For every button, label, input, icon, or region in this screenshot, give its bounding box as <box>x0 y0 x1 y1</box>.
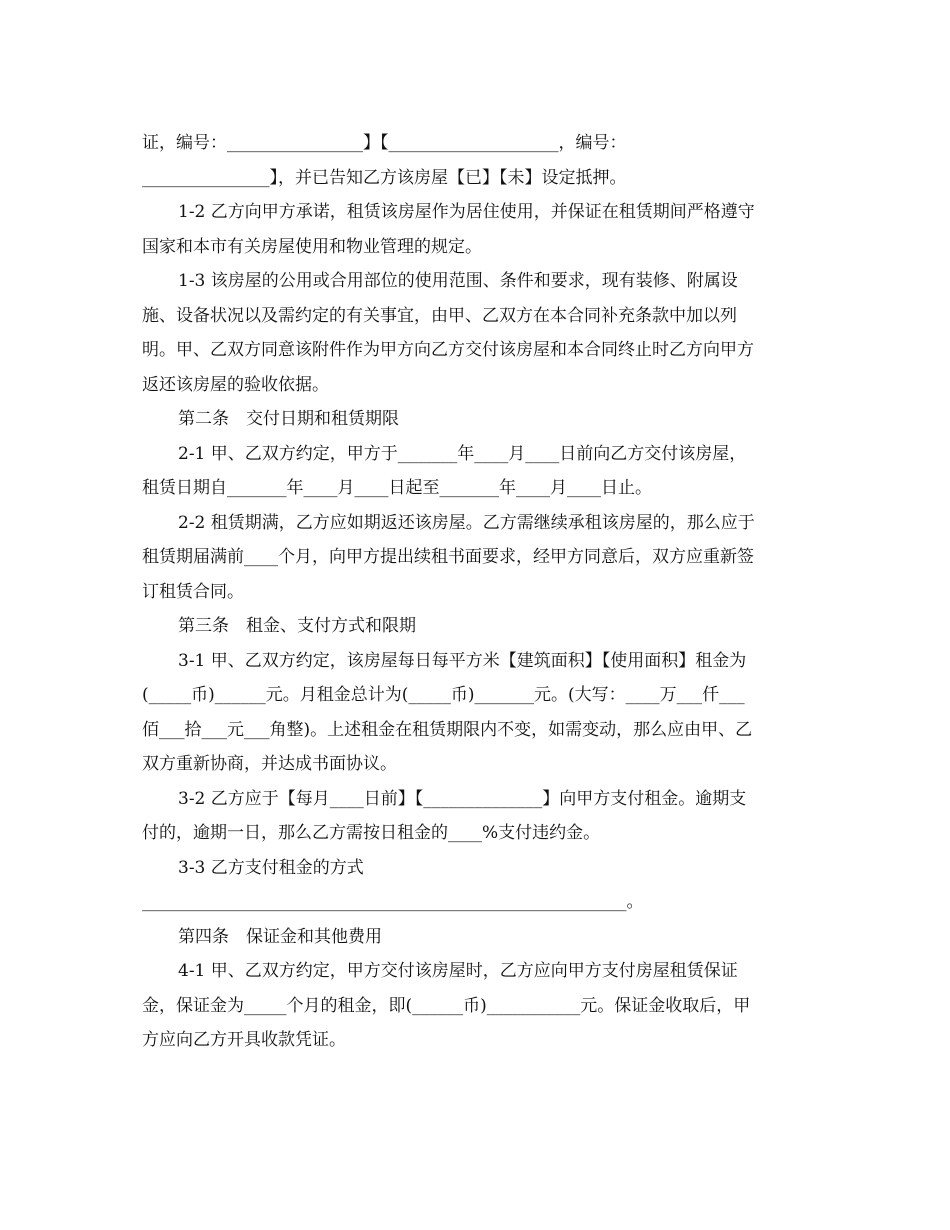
clause-1-2: 1-2 乙方向甲方承诺，租赁该房屋作为居住使用，并保证在租赁期间严格遵守 <box>178 202 755 222</box>
article-3-heading: 第三条 租金、支付方式和限期 <box>178 616 416 636</box>
article-2-heading: 第二条 交付日期和租赁期限 <box>178 409 399 429</box>
text-line: 明。甲、乙双方同意该附件作为甲方向乙方交付该房屋和本合同终止时乙方向甲方 <box>142 340 754 360</box>
text-line: 施、设备状况以及需约定的有关事宜，由甲、乙双方在本合同补充条款中加以列 <box>142 305 737 326</box>
clause-1-3: 1-3 该房屋的公用或合用部位的使用范围、条件和要求，现有装修、附属设 <box>178 271 738 291</box>
text-line: 佰___拾___元___角整)。上述租金在租赁期限内不变，如需变动，那么应由甲、乙 <box>142 719 753 740</box>
clause-3-2: 3-2 乙方应于【每月____日前】【______________】向甲方支付租金。逾期支 <box>178 788 747 809</box>
text-line: 证，编号：________________】【____________________，编号： <box>142 133 627 153</box>
text-line: 方应向乙方开具收款凭证。 <box>142 1030 346 1050</box>
text-line: 双方重新协商，并达成书面协议。 <box>142 754 397 774</box>
document-body <box>142 126 822 1058</box>
text-line: 租赁日期自_______年____月____日起至_______年____月____日止。 <box>142 478 652 498</box>
text-line: (_____币)______元。月租金总计为(_____币)_______元。(大写：____万___仟___ <box>142 685 745 705</box>
text-line: 订租赁合同。 <box>142 581 244 602</box>
text-line: 返还该房屋的验收依据。 <box>142 374 329 395</box>
clause-3-1: 3-1 甲、乙双方约定，该房屋每日每平方米【建筑面积】【使用面积】租金为 <box>178 650 747 671</box>
text-line: _______________】，并已告知乙方该房屋【已】【未】设定抵押。 <box>142 167 627 188</box>
clause-4-1: 4-1 甲、乙双方约定，甲方交付该房屋时，乙方应向甲方支付房屋租赁保证 <box>178 961 738 981</box>
text-line: 金，保证金为_____个月的租金，即(______币)___________元。保证金收取后，甲 <box>142 995 751 1016</box>
payment-method-blank: _________________________________________________________。 <box>142 892 644 912</box>
text-line: 付的，逾期一日，那么乙方需按日租金的____%支付违约金。 <box>142 823 601 843</box>
article-4-heading: 第四条 保证金和其他费用 <box>178 926 382 947</box>
text-line: 国家和本市有关房屋使用和物业管理的规定。 <box>142 236 482 257</box>
clause-2-2: 2-2 租赁期满，乙方应如期返还该房屋。乙方需继续承租该房屋的，那么应于 <box>178 512 755 533</box>
text-line: 租赁期届满前____个月，向甲方提出续租书面要求，经甲方同意后，双方应重新签 <box>142 547 754 567</box>
clause-3-3: 3-3 乙方支付租金的方式 <box>178 857 364 878</box>
clause-2-1: 2-1 甲、乙双方约定，甲方于_______年____月____日前向乙方交付该房屋， <box>178 443 747 464</box>
